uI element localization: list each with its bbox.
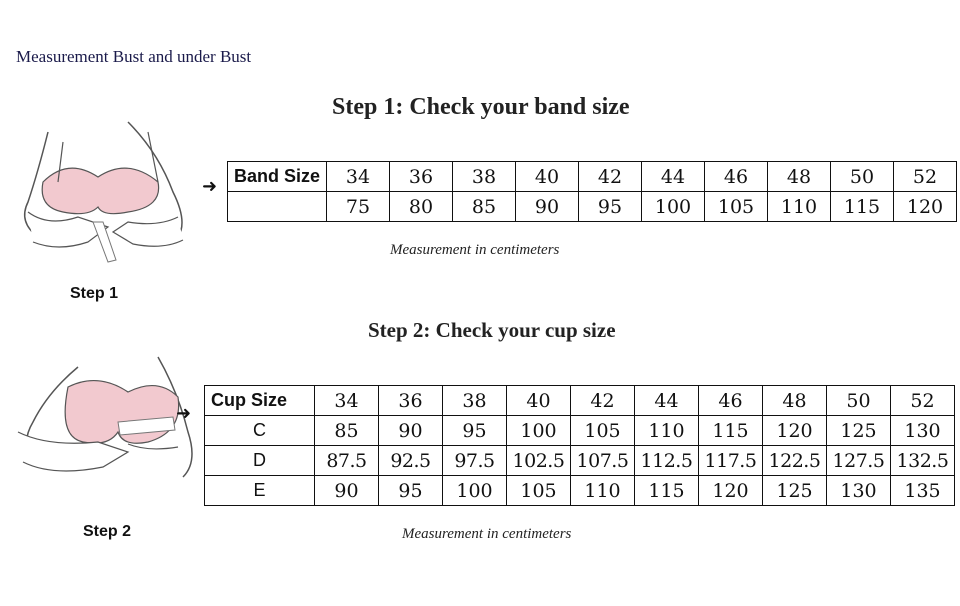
cup-value-cell: 90: [315, 476, 379, 506]
table-row: [205, 446, 955, 476]
cup-row-label: C: [205, 416, 315, 446]
band-size-cell: 52: [894, 162, 957, 192]
step2-heading: Step 2: Check your cup size: [368, 318, 616, 342]
cup-value-cell: 115: [635, 476, 699, 506]
cup-value-cell: 112.5: [635, 446, 699, 476]
cup-value-cell: 117.5: [699, 446, 763, 476]
band-value-cell: 95: [579, 192, 642, 222]
cup-size-cell: 36: [379, 386, 443, 416]
cup-value-cell: 100: [507, 416, 571, 446]
cup-value-cell: 115: [699, 416, 763, 446]
cup-value-cell: 120: [763, 416, 827, 446]
cup-value-cell: 105: [507, 476, 571, 506]
cup-value-cell: 127.5: [827, 446, 891, 476]
cup-value-cell: 90: [379, 416, 443, 446]
band-size-cell: 38: [453, 162, 516, 192]
table-row: [205, 416, 955, 446]
cup-value-cell: 95: [379, 476, 443, 506]
cup-value-cell: 130: [891, 416, 955, 446]
step2-label: Step 2: [83, 523, 132, 540]
cup-value-cell: 132.5: [891, 446, 955, 476]
table-row: [205, 476, 955, 506]
cup-value-cell: 92.5: [379, 446, 443, 476]
cup-value-cell: 87.5: [315, 446, 379, 476]
page-title: Measurement Bust and under Bust: [16, 47, 252, 66]
cup-value-cell: 125: [763, 476, 827, 506]
cup-row-label: E: [205, 476, 315, 506]
step1-label: Step 1: [70, 285, 119, 302]
band-value-cell: 75: [327, 192, 390, 222]
cup-value-cell: 135: [891, 476, 955, 506]
band-value-header: [228, 192, 327, 222]
cup-value-cell: 120: [699, 476, 763, 506]
cup-value-cell: 130: [827, 476, 891, 506]
cup-size-cell: 50: [827, 386, 891, 416]
band-value-cell: 115: [831, 192, 894, 222]
band-value-cell: 85: [453, 192, 516, 222]
step1-heading: Step 1: Check your band size: [332, 94, 630, 120]
band-size-cell: 48: [768, 162, 831, 192]
table-row: [228, 162, 957, 192]
band-size-cell: 34: [327, 162, 390, 192]
cup-size-cell: 38: [443, 386, 507, 416]
band-size-table: [227, 161, 957, 222]
band-size-cell: 46: [705, 162, 768, 192]
cup-value-cell: 110: [571, 476, 635, 506]
cup-size-table: [204, 385, 955, 506]
step1-caption: Measurement in centimeters: [390, 242, 560, 258]
cup-value-cell: 102.5: [507, 446, 571, 476]
band-value-cell: 120: [894, 192, 957, 222]
band-value-cell: 100: [642, 192, 705, 222]
cup-value-cell: 97.5: [443, 446, 507, 476]
cup-value-cell: 100: [443, 476, 507, 506]
band-value-cell: 80: [390, 192, 453, 222]
cup-size-header: Cup Size: [205, 386, 315, 416]
band-value-cell: 90: [516, 192, 579, 222]
cup-size-cell: 52: [891, 386, 955, 416]
band-measurement-illustration: [8, 112, 208, 272]
band-size-cell: 40: [516, 162, 579, 192]
cup-size-cell: 34: [315, 386, 379, 416]
table-row: [205, 386, 955, 416]
cup-value-cell: 122.5: [763, 446, 827, 476]
right-arrow-icon: ➜: [202, 176, 218, 197]
band-size-cell: 42: [579, 162, 642, 192]
table-row: [228, 192, 957, 222]
cup-value-cell: 105: [571, 416, 635, 446]
band-size-cell: 36: [390, 162, 453, 192]
cup-size-cell: 44: [635, 386, 699, 416]
cup-size-cell: 46: [699, 386, 763, 416]
cup-measurement-illustration: [8, 352, 208, 512]
cup-value-cell: 125: [827, 416, 891, 446]
cup-size-cell: 48: [763, 386, 827, 416]
cup-size-cell: 42: [571, 386, 635, 416]
cup-value-cell: 85: [315, 416, 379, 446]
band-value-cell: 105: [705, 192, 768, 222]
right-arrow-icon: ➜: [176, 403, 192, 424]
band-size-cell: 44: [642, 162, 705, 192]
band-value-cell: 110: [768, 192, 831, 222]
cup-size-cell: 40: [507, 386, 571, 416]
cup-value-cell: 95: [443, 416, 507, 446]
cup-value-cell: 110: [635, 416, 699, 446]
band-size-header: Band Size: [228, 162, 327, 192]
step2-caption: Measurement in centimeters: [402, 526, 572, 542]
cup-value-cell: 107.5: [571, 446, 635, 476]
band-size-cell: 50: [831, 162, 894, 192]
cup-row-label: D: [205, 446, 315, 476]
